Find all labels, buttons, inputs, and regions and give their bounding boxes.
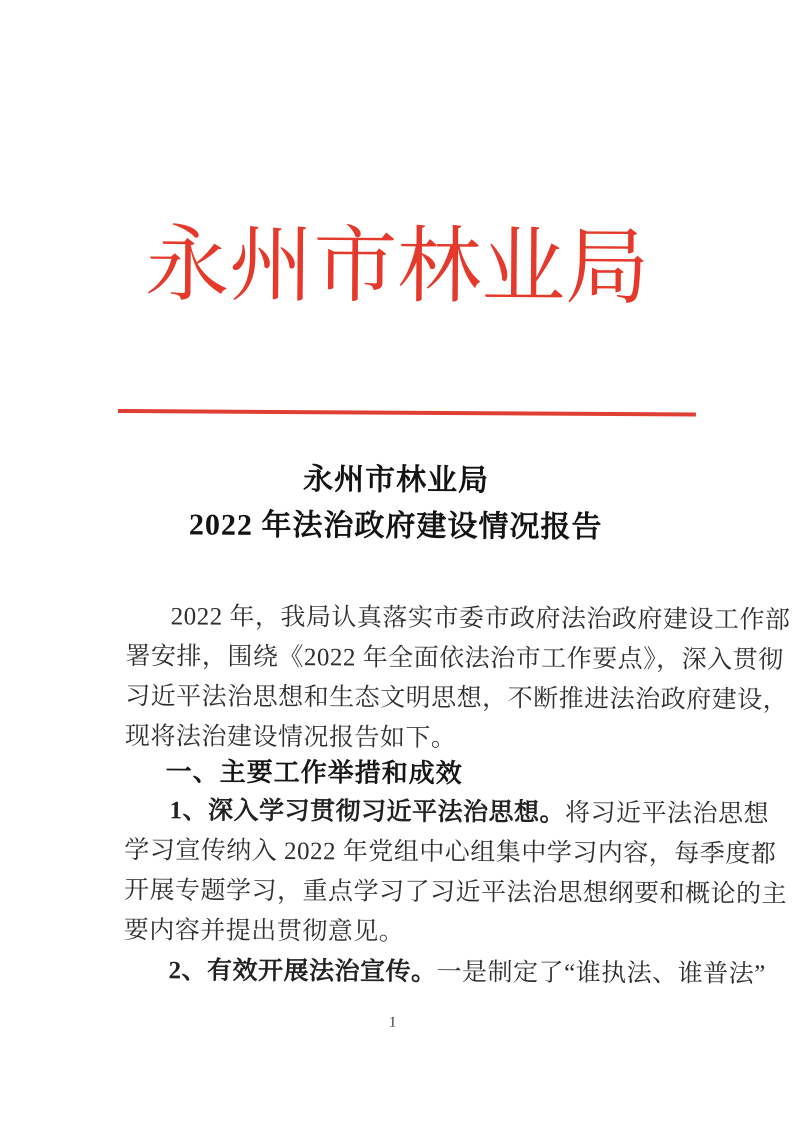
paragraph-3-line-1-rest: 一是制定了“谁执法、谁普法” — [436, 958, 766, 988]
paragraph-3-lead-bold: 2、有效开展法治宣传。 — [168, 957, 437, 986]
section-1-heading: 一、主要工作举措和成效 — [165, 756, 463, 789]
paragraph-2-line-4: 要内容并提出贯彻意见。 — [123, 917, 405, 946]
paragraph-2-line-3: 开展专题学习，重点学习了习近平法治思想纲要和概论的主 — [123, 877, 788, 909]
letterhead-red-divider — [118, 409, 696, 417]
paragraph-1-line-3: 习近平法治思想和生态文明思想，不断推进法治政府建设， — [125, 683, 789, 715]
paragraph-1-line-1: 2022 年，我局认真落实市委市政府法治政府建设工作部 — [170, 603, 791, 635]
paragraph-2-line-1 — [124, 791, 770, 835]
paragraph-1-line-4: 现将法治建设情况报告如下。 — [124, 723, 457, 753]
paragraph-1-line-2: 署安排，围绕《2022 年全面依法治市工作要点》，深入贯彻 — [125, 643, 784, 675]
letterhead-agency-title: 永州市林业局 — [145, 219, 650, 316]
document-body — [123, 597, 791, 995]
document-title-line1: 永州市林业局 — [302, 463, 490, 498]
paragraph-2-line-1-rest: 将习近平法治思想 — [564, 799, 770, 828]
document-title — [0, 455, 793, 552]
document-title-line2: 2022 年法治政府建设情况报告 — [188, 508, 603, 544]
page-number: 1 — [388, 1014, 397, 1031]
paragraph-2-line-2: 学习宣传纳入 2022 年党组中心组集中学习内容，每季度都 — [124, 837, 777, 869]
paragraph-3-line-1 — [123, 951, 766, 995]
paragraph-2-lead-bold: 1、深入学习贯彻习近平法治思想。 — [169, 797, 566, 827]
